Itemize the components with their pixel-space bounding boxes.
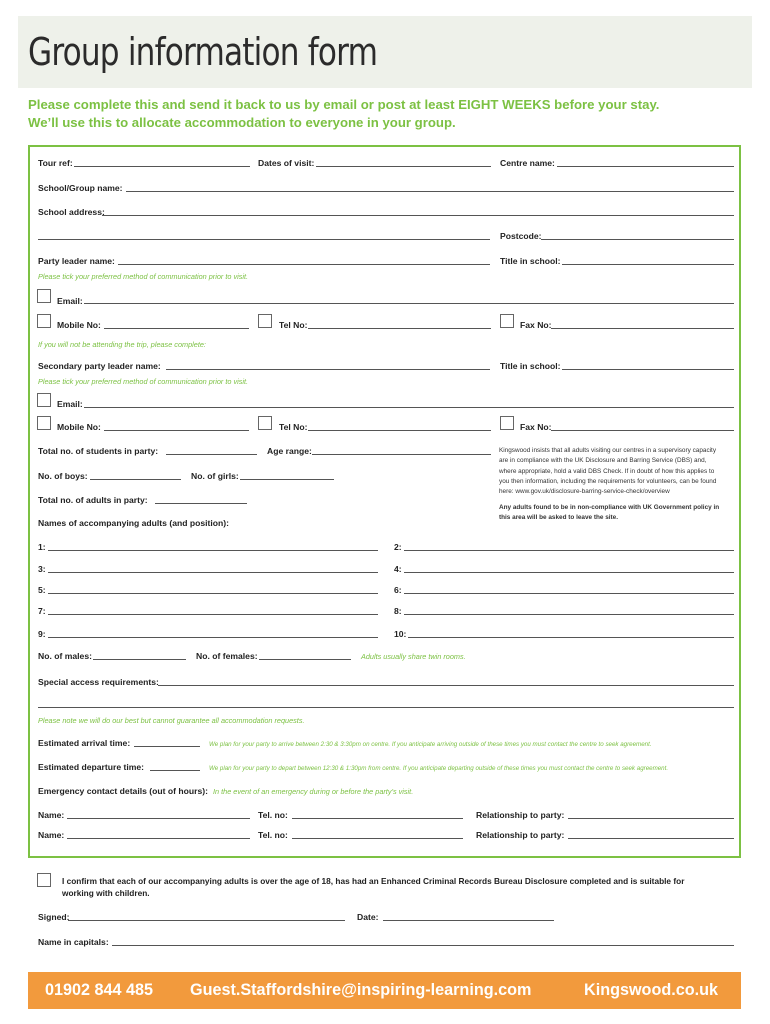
fax-label: Fax No: <box>520 320 552 330</box>
dbs-info-text: Kingswood insists that all adults visiting our centres in a supervisory capacity are in compliance with the UK Disclosure and Barring Service (DBS) and, where appropriate, hold a valid DBS Check. If in doubt of how this applies to you then information, including the requirements for volunteers, can be found here: www.gov.uk/disclosure-barring-service-check/overview <box>499 447 717 496</box>
age-range-label: Age range: <box>267 446 312 456</box>
adult-6-field[interactable] <box>404 593 734 594</box>
tick-preferred-note: Please tick your preferred method of communication prior to visit. <box>38 272 249 281</box>
emergency-tel-1-label: Tel. no: <box>258 810 288 820</box>
departure-time-label: Estimated departure time: <box>38 762 145 772</box>
fax-checkbox[interactable] <box>500 314 514 328</box>
tel-2-field[interactable] <box>308 430 491 431</box>
emergency-label: Emergency contact details (out of hours): <box>38 786 208 796</box>
confirm-text-1: I confirm that each of our accompanying adults is over the age of 18, has had an Enhanced Criminal Records Bureau Disclosure completed and is suitable for <box>62 876 685 886</box>
emergency-name-2-field[interactable] <box>67 838 250 839</box>
adult-5-field[interactable] <box>48 593 378 594</box>
tel-label: Tel No: <box>279 320 308 330</box>
arrival-time-field[interactable] <box>134 746 200 747</box>
tel-2-label: Tel No: <box>279 422 308 432</box>
adult-9-label: 9: <box>38 629 46 639</box>
adult-3-label: 3: <box>38 564 46 574</box>
contact-footer <box>28 972 741 1009</box>
party-leader-label: Party leader name: <box>38 256 115 266</box>
school-group-name-label: School/Group name: <box>38 183 123 193</box>
confirm-text-2: working with children. <box>62 888 150 898</box>
emergency-tel-1-field[interactable] <box>292 818 463 819</box>
adult-1-field[interactable] <box>48 550 378 551</box>
special-access-label: Special access requirements: <box>38 677 159 687</box>
adult-10-field[interactable] <box>408 637 734 638</box>
name-capitals-field[interactable] <box>112 945 734 946</box>
fax-field[interactable] <box>551 328 734 329</box>
adult-5-label: 5: <box>38 585 46 595</box>
title-in-school-field[interactable] <box>562 264 734 265</box>
arrival-time-label: Estimated arrival time: <box>38 738 131 748</box>
email-2-field[interactable] <box>84 407 734 408</box>
date-label: Date: <box>357 912 379 922</box>
secondary-leader-label: Secondary party leader name: <box>38 361 161 371</box>
age-range-field[interactable] <box>312 454 491 455</box>
relationship-1-label: Relationship to party: <box>476 810 565 820</box>
email-2-label: Email: <box>57 399 83 409</box>
school-address-field[interactable] <box>102 215 734 216</box>
emergency-tel-2-label: Tel. no: <box>258 830 288 840</box>
postcode-field[interactable] <box>541 239 734 240</box>
fax-2-checkbox[interactable] <box>500 416 514 430</box>
dbs-warning-text: Any adults found to be in non-compliance with UK Government policy in this area will be asked to leave the site. <box>499 504 720 522</box>
adult-4-label: 4: <box>394 564 402 574</box>
postcode-label: Postcode: <box>500 231 542 241</box>
mobile-label: Mobile No: <box>57 320 101 330</box>
no-females-field[interactable] <box>259 659 351 660</box>
tel-field[interactable] <box>308 328 491 329</box>
no-girls-field[interactable] <box>240 479 334 480</box>
footer-email: Guest.Staffordshire@inspiring-learning.com <box>190 981 532 999</box>
email-label: Email: <box>57 296 83 306</box>
confirm-checkbox[interactable] <box>37 873 51 887</box>
intro-line-2: We’ll use this to allocate accommodation to everyone in your group. <box>28 115 456 130</box>
dates-of-visit-label: Dates of visit: <box>258 158 315 168</box>
twin-rooms-note: Adults usually share twin rooms. <box>361 652 466 661</box>
no-females-label: No. of females: <box>196 651 258 661</box>
arrival-note: We plan for your party to arrive between 2:30 & 3:30pm on centre. If you anticipate arriving outside of these times you must contact the centre to seek agreement. <box>209 741 652 748</box>
signed-field[interactable] <box>68 920 345 921</box>
emergency-name-1-label: Name: <box>38 810 65 820</box>
departure-note: We plan for your party to depart between 12:30 & 1:30pm from centre. If you anticipate departing outside of these times you must contact the centre to seek agreement. <box>209 765 669 772</box>
emergency-note: In the event of an emergency during or before the party’s visit. <box>213 787 414 796</box>
footer-phone: 01902 844 485 <box>45 981 154 999</box>
adult-7-field[interactable] <box>48 614 378 615</box>
title-in-school-label: Title in school: <box>500 256 561 266</box>
no-girls-label: No. of girls: <box>191 471 239 481</box>
relationship-1-field[interactable] <box>568 818 734 819</box>
adult-1-label: 1: <box>38 542 46 552</box>
intro-line-1: Please complete this and send it back to us by email or post at least EIGHT WEEKS before your stay. <box>28 97 660 112</box>
party-leader-field[interactable] <box>118 264 490 265</box>
total-students-field[interactable] <box>166 454 257 455</box>
emergency-name-2-label: Name: <box>38 830 65 840</box>
relationship-2-label: Relationship to party: <box>476 830 565 840</box>
mobile-field[interactable] <box>104 328 249 329</box>
adult-2-label: 2: <box>394 542 402 552</box>
school-address-field-2[interactable] <box>38 239 490 240</box>
best-note: Please note we will do our best but cannot guarantee all accommodation requests. <box>38 716 305 725</box>
tour-ref-field[interactable] <box>74 166 250 167</box>
adult-8-label: 8: <box>394 606 402 616</box>
emergency-name-1-field[interactable] <box>67 818 250 819</box>
tel-2-checkbox[interactable] <box>258 416 272 430</box>
centre-name-label: Centre name: <box>500 158 555 168</box>
school-address-label: School address: <box>38 207 105 217</box>
adult-6-label: 6: <box>394 585 402 595</box>
date-field[interactable] <box>383 920 554 921</box>
title-in-school-2-label: Title in school: <box>500 361 561 371</box>
email-2-checkbox[interactable] <box>37 393 51 407</box>
email-field[interactable] <box>84 303 734 304</box>
email-checkbox[interactable] <box>37 289 51 303</box>
page-title: Group information form <box>28 30 378 74</box>
adult-2-field[interactable] <box>404 550 734 551</box>
no-males-field[interactable] <box>93 659 186 660</box>
adult-10-label: 10: <box>394 629 407 639</box>
emergency-tel-2-field[interactable] <box>292 838 463 839</box>
mobile-2-checkbox[interactable] <box>37 416 51 430</box>
fax-2-label: Fax No: <box>520 422 552 432</box>
departure-time-field[interactable] <box>150 770 200 771</box>
adult-9-field[interactable] <box>48 637 378 638</box>
tel-checkbox[interactable] <box>258 314 272 328</box>
title-in-school-2-field[interactable] <box>562 369 734 370</box>
adult-7-label: 7: <box>38 606 46 616</box>
name-capitals-label: Name in capitals: <box>38 937 109 947</box>
tour-ref-label: Tour ref: <box>38 158 73 168</box>
no-boys-label: No. of boys: <box>38 471 88 481</box>
school-group-name-field[interactable] <box>126 191 734 192</box>
no-males-label: No. of males: <box>38 651 92 661</box>
special-access-field[interactable] <box>158 685 734 686</box>
tick-preferred-note-2: Please tick your preferred method of communication prior to visit. <box>38 377 249 386</box>
adult-8-field[interactable] <box>404 614 734 615</box>
total-adults-label: Total no. of adults in party: <box>38 495 148 505</box>
dates-of-visit-field[interactable] <box>316 166 491 167</box>
mobile-2-label: Mobile No: <box>57 422 101 432</box>
total-adults-field[interactable] <box>155 503 247 504</box>
signed-label: Signed: <box>38 912 70 922</box>
fax-2-field[interactable] <box>551 430 734 431</box>
not-attending-note: If you will not be attending the trip, please complete: <box>38 340 206 349</box>
secondary-leader-field[interactable] <box>166 369 490 370</box>
special-access-field-2[interactable] <box>38 707 734 708</box>
names-adults-label: Names of accompanying adults (and position): <box>38 518 229 528</box>
centre-name-field[interactable] <box>557 166 734 167</box>
mobile-2-field[interactable] <box>104 430 249 431</box>
adult-4-field[interactable] <box>404 572 734 573</box>
footer-website: Kingswood.co.uk <box>584 981 718 999</box>
mobile-checkbox[interactable] <box>37 314 51 328</box>
total-students-label: Total no. of students in party: <box>38 446 159 456</box>
relationship-2-field[interactable] <box>568 838 734 839</box>
no-boys-field[interactable] <box>90 479 181 480</box>
adult-3-field[interactable] <box>48 572 378 573</box>
